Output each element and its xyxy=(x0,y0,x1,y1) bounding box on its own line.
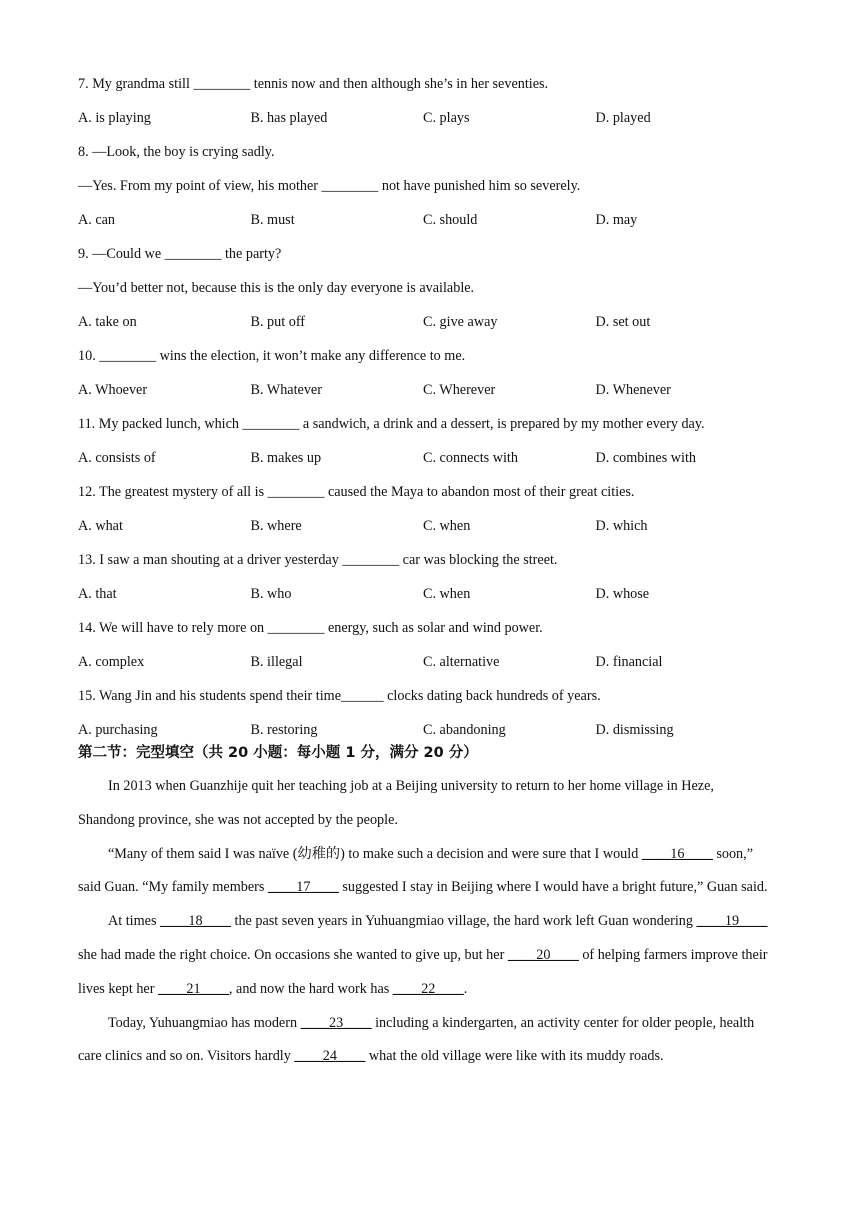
question-7-options xyxy=(78,104,768,138)
question-8-stem: 8. —Look, the boy is crying sadly. xyxy=(78,144,275,160)
passage-text: suggested I stay in Beijing where I would have a bright future,” Guan said. xyxy=(338,879,768,896)
option-b: B. restoring xyxy=(250,722,318,738)
option-a: A. can xyxy=(78,212,116,228)
option-b: B. where xyxy=(250,518,302,534)
question-14-stem: 14. We will have to rely more on ________ energy, such as solar and wind power. xyxy=(78,620,543,636)
option-d: D. financial xyxy=(595,654,663,670)
question-8-options xyxy=(78,206,768,240)
option-d: D. which xyxy=(595,518,648,534)
option-c: C. when xyxy=(423,518,471,534)
blank-17: ____17____ xyxy=(267,879,339,896)
option-a: A. that xyxy=(78,586,117,602)
option-b: B. Whatever xyxy=(250,382,322,398)
option-c: C. should xyxy=(423,212,478,228)
blank-24: ____24____ xyxy=(294,1048,366,1065)
question-9-dialogue: —You’d better not, because this is the only day everyone is available. xyxy=(78,280,475,296)
option-d: D. whose xyxy=(595,586,650,602)
question-9-options xyxy=(78,308,768,342)
option-d: D. may xyxy=(595,212,638,228)
option-b: B. has played xyxy=(250,110,328,126)
passage-text: including a kindergarten, an activity center for older people, health care clinics and so on. Visitors hardly xyxy=(78,1014,755,1065)
question-14-options xyxy=(78,648,768,682)
passage-paragraph-4 xyxy=(78,1007,768,1075)
option-c: C. plays xyxy=(423,110,470,126)
question-7-stem: 7. My grandma still ________ tennis now and then although she’s in her seventies. xyxy=(78,76,549,92)
blank-16: ____16____ xyxy=(641,845,713,862)
option-a: A. take on xyxy=(78,314,137,330)
option-c: C. abandoning xyxy=(423,722,506,738)
passage-text: the past seven years in Yuhuangmiao village, the hard work left Guan wondering xyxy=(230,913,697,930)
passage-text: what the old village were like with its muddy roads. xyxy=(365,1048,664,1065)
option-b: B. illegal xyxy=(250,654,303,670)
section-title: 第二节：完型填空（共 20 小题：每小题 1 分，满分 20 分） xyxy=(78,745,478,761)
blank-22: ____22____ xyxy=(392,980,464,997)
option-a: A. consists of xyxy=(78,450,156,466)
option-d: D. played xyxy=(595,110,651,126)
passage-text: “Many of them said I was naïve (幼稚的) to make such a decision and were sure that I would xyxy=(108,845,642,862)
passage-text: Today, Yuhuangmiao has modern xyxy=(108,1014,301,1031)
passage-text: she had made the right choice. On occasions she wanted to give up, but her xyxy=(78,946,508,963)
option-a: A. purchasing xyxy=(78,722,158,738)
question-11-options xyxy=(78,444,768,478)
option-d: D. dismissing xyxy=(595,722,674,738)
question-15-stem: 15. Wang Jin and his students spend their time______ clocks dating back hundreds of years. xyxy=(78,688,601,704)
blank-23: ____23____ xyxy=(300,1014,372,1031)
option-c: C. connects with xyxy=(423,450,518,466)
option-b: B. who xyxy=(250,586,292,602)
question-12-options xyxy=(78,512,768,546)
passage-text: soon,” said Guan. “My family members xyxy=(78,845,753,896)
question-13-stem: 13. I saw a man shouting at a driver yesterday ________ car was blocking the street. xyxy=(78,552,558,568)
passage-text: , and now the hard work has xyxy=(228,980,393,997)
blank-20: ____20____ xyxy=(507,946,579,963)
question-9-stem: 9. —Could we ________ the party? xyxy=(78,246,282,262)
option-c: C. Wherever xyxy=(423,382,496,398)
option-b: B. put off xyxy=(250,314,306,330)
passage-text: . xyxy=(463,980,468,997)
blank-19: ____19____ xyxy=(696,913,768,930)
passage-paragraph-2 xyxy=(78,838,768,906)
option-a: A. is playing xyxy=(78,110,151,126)
passage-paragraph-3 xyxy=(78,905,768,1006)
blank-18: ____18____ xyxy=(160,913,231,930)
option-c: C. give away xyxy=(423,314,498,330)
option-d: D. set out xyxy=(595,314,651,330)
option-d: D. combines with xyxy=(595,450,696,466)
option-c: C. when xyxy=(423,586,471,602)
question-13-options xyxy=(78,580,768,614)
option-b: B. must xyxy=(250,212,295,228)
question-10-stem: 10. ________ wins the election, it won’t make any difference to me. xyxy=(78,348,466,364)
question-11-stem: 11. My packed lunch, which ________ a sandwich, a drink and a dessert, is prepared by my mother every day. xyxy=(78,416,705,432)
option-d: D. Whenever xyxy=(595,382,671,398)
question-12-stem: 12. The greatest mystery of all is ________ caused the Maya to abandon most of their great cities. xyxy=(78,484,635,500)
option-c: C. alternative xyxy=(423,654,500,670)
option-a: A. what xyxy=(78,518,123,534)
passage-paragraph-1: In 2013 when Guanzhije quit her teaching job at a Beijing university to return to her home village in Heze, Shandong province, she was not accepted by the people. xyxy=(78,778,714,828)
blank-21: ____21____ xyxy=(157,980,229,997)
option-b: B. makes up xyxy=(250,450,322,466)
question-10-options xyxy=(78,376,768,410)
question-8-dialogue: —Yes. From my point of view, his mother ________ not have punished him so severely. xyxy=(78,178,581,194)
option-a: A. Whoever xyxy=(78,382,148,398)
passage-text: of helping farmers improve their lives kept her xyxy=(78,946,768,997)
question-15-options xyxy=(78,716,768,742)
passage-text: At times xyxy=(108,913,161,930)
exam-page xyxy=(78,70,768,1074)
option-a: A. complex xyxy=(78,654,145,670)
